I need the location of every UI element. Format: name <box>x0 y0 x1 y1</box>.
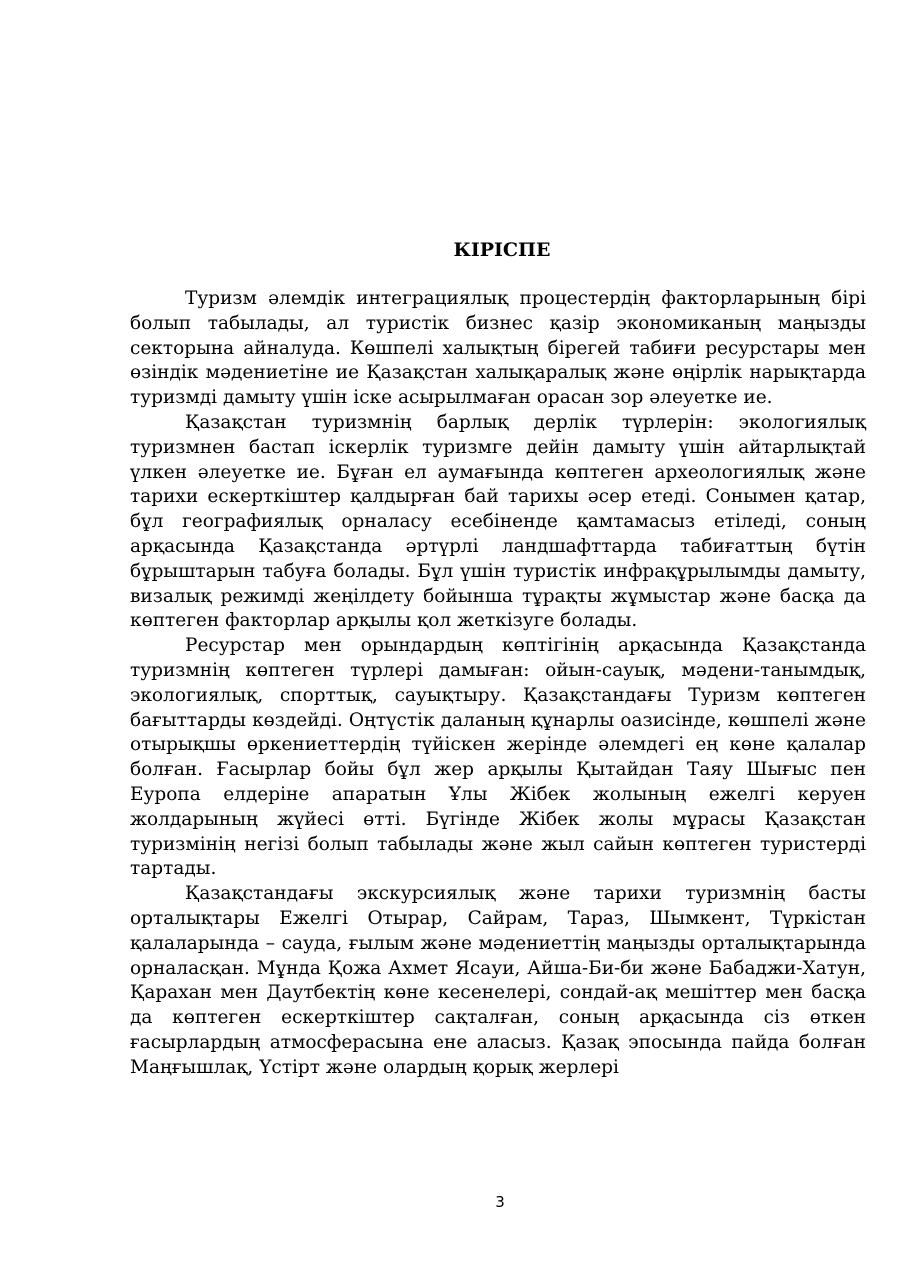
paragraph: Ресурстар мен орындардың көптігінің арқасында Қазақстанда туризмнің көптеген түрлері дамыған: ойын-сауық, мәдени-танымдық, экологиялық, спорттық, сауықтыру. Қазақстандағы Туризм көптеген бағыттарды көздейді. Оңтүстік даланың құнарлы оазисінде, көшпелі және отырықшы өркениеттердің түйіскен жерінде әлемдегі ең көне қалалар болған. Ғасырлар бойы бұл жер арқылы Қытайдан Таяу Шығыс пен Еуропа елдеріне апаратын Ұлы Жібек жолының ежелгі керуен жолдарының жүйесі өтті. Бүгінде Жібек жолы мұрасы Қазақстан туризмінің негізі болып табылады және жыл сайын көптеген туристерді тартады. <box>130 635 866 880</box>
paragraph: Қазақстандағы экскурсиялық және тарихи туризмнің басты орталықтары Ежелгі Отырар, Сайрам, Тараз, Шымкент, Түркістан қалаларында – сауда, ғылым және мәдениеттің маңызды орталықтарында орналасқан. Мұнда Қожа Ахмет Ясауи, Айша-Би-би және Бабаджи-Хатун, Қарахан мен Даутбектің көне кесенелері, сондай-ақ мешіттер мен басқа да көптеген ескерткіштер сақталған, соның арқасында сіз өткен ғасырлардың атмосферасына ене аласыз. Қазақ эпосында пайда болған Маңғышлақ, Үстірт және олардың қорық жерлері <box>130 883 866 1078</box>
body-text <box>130 287 866 1081</box>
paragraph: Туризм әлемдік интеграциялық процестердің факторларының бірі болып табылады, ал туристік бизнес қазір экономиканың маңызды секторына айналуда. Көшпелі халықтың бірегей табиғи ресурстары мен өзіндік мәдениетіне ие Қазақстан халықаралық және өңірлік нарықтарда туризмді дамыту үшін іске асырылмаған орасан зор әлеуетке ие. <box>130 288 866 409</box>
paragraph: Қазақстан туризмнің барлық дерлік түрлерін: экологиялық туризмнен бастап іскерлік туризмге дейін дамыту үшін айтарлықтай үлкен әлеуетке ие. Бұған ел аумағында көптеген археологиялық және тарихи ескерткіштер қалдырған бай тарихы әсер етеді. Сонымен қатар, бұл географиялық орналасу есебіненде қамтамасыз етіледі, соның арқасында Қазақстанда әртүрлі ландшафттарда табиғаттың бүтін бұрыштарын табуға болады. Бұл үшін туристік инфрақұрылымды дамыту, визалық режимді жеңілдету бойынша тұрақты жұмыстар және басқа да көптеген факторлар арқылы қол жеткізуге болады. <box>130 411 866 632</box>
page-number: 3 <box>495 1193 505 1211</box>
section-heading: КІРІСПЕ <box>453 239 551 261</box>
